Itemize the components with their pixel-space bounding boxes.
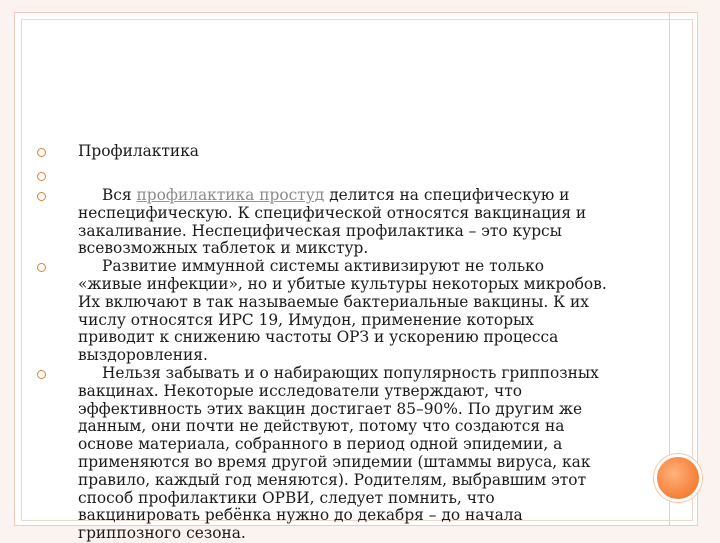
- para2-text: Развитие иммунной системы активизируют не только «живые инфекции», но и убитые культуры некоторых микробов. Их включают в так называемые бактериальные вакцины. К их числу относятся ИРС 19, Имудон, применение которых приводит к снижению частоты ОРЗ и ускорению процесса выздоровления.: [78, 257, 607, 365]
- bullet-item-paragraph-3: [37, 365, 609, 543]
- circle-bullet-icon: [37, 192, 46, 201]
- bullet-item-empty: [37, 167, 609, 185]
- orange-circle-icon: [654, 454, 702, 502]
- bullet-item-paragraph-2: [37, 258, 609, 365]
- heading-text: Профилактика: [78, 142, 199, 160]
- bullet-item-paragraph-1: [37, 187, 609, 258]
- circle-bullet-icon: [37, 148, 46, 157]
- circle-bullet-icon: [37, 263, 46, 272]
- prophylaxis-link[interactable]: профилактика простуд: [136, 186, 325, 204]
- bullet-item-heading: [37, 143, 609, 161]
- para1-before: Вся: [102, 186, 137, 204]
- slide: [14, 12, 698, 543]
- circle-bullet-icon: [37, 370, 46, 379]
- vertical-rule: [669, 13, 670, 525]
- para1-after: делится на специфическую и неспецифическую. К специфической относятся вакцинация и закаливание. Неспецифическая профилактика – это курсы всевозможных таблеток и микстур.: [78, 186, 587, 258]
- circle-bullet-icon: [37, 172, 46, 181]
- para3-text: Нельзя забывать и о набирающих популярность гриппозных вакцинах. Некоторые исследователи утверждают, что эффективность этих вакцин достигает 85–90%. По другим же данным, они почти не действуют, потому что создаются на основе материала, собранного в период одной эпидемии, а применяются во время другой эпидемии (штаммы вируса, как правило, каждый год меняются). Родителям, выбравшим этот способ профилактики ОРВИ, следует помнить, что вакцинировать ребёнка нужно до декабря – до начала гриппозного сезона.: [78, 363, 599, 543]
- content: [37, 132, 609, 543]
